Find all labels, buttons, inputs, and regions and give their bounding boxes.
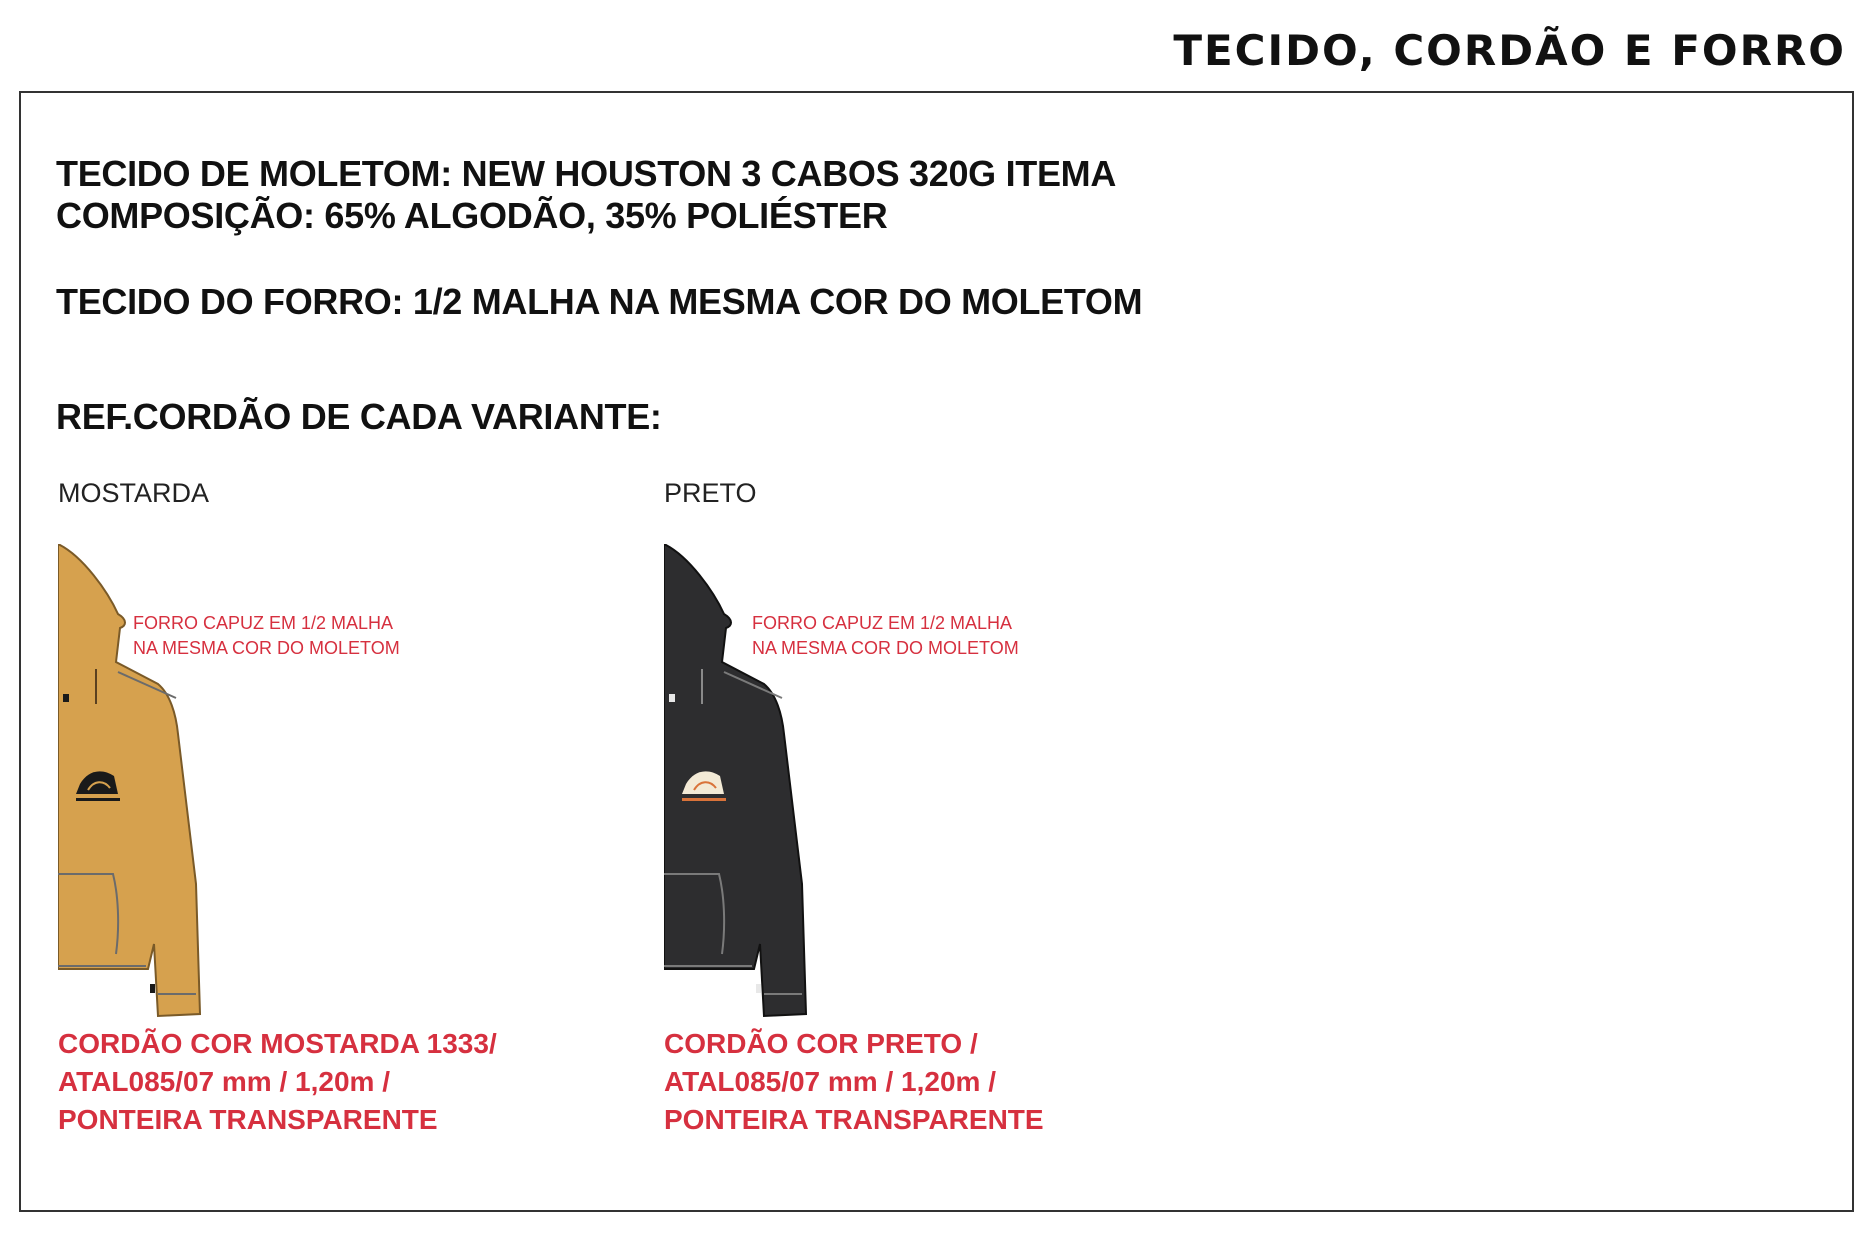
cord-spec-line: ATAL085/07 mm / 1,20m / (664, 1066, 996, 1097)
cord-spec-line: CORDÃO COR MOSTARDA 1333/ (58, 1028, 497, 1059)
hood-note-preto (752, 611, 1019, 661)
variant-label-mostarda: MOSTARDA (58, 478, 210, 508)
variant-label-preto: PRETO (664, 478, 757, 508)
brand-tag-preto (669, 694, 675, 702)
cord-spec-line: PONTEIRA TRANSPARENTE (58, 1104, 438, 1135)
cord-ref-heading: REF.CORDÃO DE CADA VARIANTE: (56, 396, 662, 437)
sleeve-tag-mostarda (150, 984, 155, 993)
hood-note-line: FORRO CAPUZ EM 1/2 MALHA (752, 613, 1013, 633)
hood-note-line: NA MESMA COR DO MOLETOM (752, 638, 1019, 658)
cord-spec-preto (664, 1025, 1044, 1139)
hood-note-line: FORRO CAPUZ EM 1/2 MALHA (133, 613, 394, 633)
hood-note-mostarda (133, 611, 400, 661)
page-title: TECIDO, CORDÃO E FORRO (1173, 26, 1846, 75)
cord-spec-line: ATAL085/07 mm / 1,20m / (58, 1066, 390, 1097)
cord-spec-line: CORDÃO COR PRETO / (664, 1028, 978, 1059)
lining-spec: TECIDO DO FORRO: 1/2 MALHA NA MESMA COR DO MOLETOM (56, 281, 1143, 322)
cord-spec-mostarda (58, 1025, 497, 1139)
composition-spec: COMPOSIÇÃO: 65% ALGODÃO, 35% POLIÉSTER (56, 195, 888, 236)
fabric-spec: TECIDO DE MOLETOM: NEW HOUSTON 3 CABOS 320G ITEMA (56, 153, 1117, 194)
hood-note-line: NA MESMA COR DO MOLETOM (133, 638, 400, 658)
cord-spec-line: PONTEIRA TRANSPARENTE (664, 1104, 1044, 1135)
sleeve-tag-preto (756, 984, 761, 993)
brand-tag-mostarda (63, 694, 69, 702)
